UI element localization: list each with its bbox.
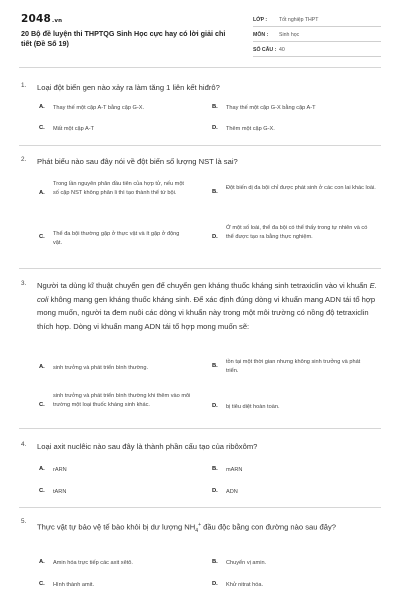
option-label: C. <box>39 402 45 408</box>
option-label: B. <box>212 559 218 565</box>
option-text: Hình thành amit. <box>53 582 95 588</box>
option-label: A. <box>39 466 45 472</box>
option-a[interactable] <box>39 104 202 113</box>
question-divider <box>19 145 381 146</box>
option-text: Thay thế một cặp A-T bằng cặp G-X. <box>53 105 144 111</box>
meta-label: MÔN : <box>253 32 269 38</box>
option-label: D. <box>212 125 218 131</box>
option-label: D. <box>212 403 218 409</box>
document-meta <box>253 14 381 59</box>
option-text: sinh trưởng và phát triển bình thường khi thêm vào môi trường một loại thuốc kháng sinh khác. <box>53 393 191 409</box>
option-d[interactable] <box>212 125 377 134</box>
option-text: bị tiêu diệt hoàn toàn. <box>226 404 280 410</box>
option-label: A. <box>39 364 45 370</box>
option-text: sinh trưởng và phát triển bình thường. <box>53 365 149 371</box>
meta-row-subject <box>253 29 381 42</box>
option-c[interactable] <box>39 125 202 134</box>
option-text: Khử nitrat hóa. <box>226 582 264 588</box>
question-number: 1. <box>21 82 27 89</box>
subscript: 4 <box>195 528 199 535</box>
option-d[interactable] <box>212 224 377 243</box>
option-c[interactable] <box>39 392 211 411</box>
header-divider <box>19 67 381 68</box>
option-text: tồn tại một thời gian nhưng không sinh trưởng và phát triển. <box>226 359 361 375</box>
option-b[interactable] <box>212 184 377 195</box>
option-label: B. <box>212 189 218 195</box>
option-text: Trong lần nguyên phân đầu tiên của hợp tử, nếu một số cặp NST không phân li thì tạo thành thể tứ bội. <box>53 181 184 197</box>
question-number: 4. <box>21 441 27 448</box>
option-text: Thêm một cặp G-X. <box>226 126 275 132</box>
option-a[interactable] <box>39 180 199 199</box>
site-logo[interactable] <box>21 13 62 25</box>
logo-text: 2048 <box>21 13 52 25</box>
option-label: A. <box>39 190 45 196</box>
option-label: D. <box>212 488 218 494</box>
option-d[interactable] <box>212 403 377 412</box>
question-text-part: đầu độc bằng con đường nào sau đây? <box>200 522 337 532</box>
option-label: C. <box>39 125 45 131</box>
superscript: + <box>198 522 201 528</box>
option-label: C. <box>39 581 45 587</box>
option-label: B. <box>212 466 218 472</box>
option-d[interactable] <box>212 581 377 590</box>
meta-row-class <box>253 14 381 27</box>
option-b[interactable] <box>212 358 377 377</box>
option-b[interactable] <box>212 466 377 475</box>
question-text <box>37 279 381 333</box>
option-text: Amin hóa trực tiếp các axit xêtô. <box>53 560 133 566</box>
logo-suffix: .vn <box>52 18 63 24</box>
document-header <box>0 0 400 62</box>
option-text: Đột biến dị đa bội chỉ được phát sinh ở các con lai khác loài. <box>226 185 376 191</box>
option-text: rARN <box>53 467 67 473</box>
option-label: C. <box>39 488 45 494</box>
question-divider <box>19 507 381 508</box>
option-a[interactable] <box>39 364 202 373</box>
meta-row-count <box>253 44 381 57</box>
option-text: mARN <box>226 467 243 473</box>
option-label: A. <box>39 559 45 565</box>
option-text: ADN <box>226 489 238 495</box>
question-text-part: không mang gen kháng thuốc kháng sinh. Để xác định đúng dòng vi khuẩn mang ADN tái tổ hợp mong muốn, người ta đem nuôi các dòng vi khuẩn này trong một môi trường có nồng độ tetraxiclin thích hợp. Dòng vi khuẩn mang ADN tái tổ hợp mong muốn sẽ: <box>37 294 376 331</box>
question-number: 2. <box>21 156 27 163</box>
option-c[interactable] <box>39 581 202 590</box>
meta-value: 40 <box>279 47 285 53</box>
question-text: Phát biểu nào sau đây nói về đột biến số lượng NST là sai? <box>37 157 238 166</box>
option-label: A. <box>39 104 45 110</box>
meta-value: Sinh học <box>279 32 300 38</box>
option-c[interactable] <box>39 230 199 249</box>
question-number: 5. <box>21 518 27 525</box>
meta-label: LỚP : <box>253 17 268 23</box>
option-label: D. <box>212 234 218 240</box>
species-name: E. coli <box>37 281 377 304</box>
option-text: Ở một số loài, thể đa bội có thể thấy trong tự nhiên và có thể được tạo ra bằng thực nghiệm. <box>226 225 368 241</box>
question-text-part: Thực vật tự bảo vệ tế bào khỏi bị dư lượng NH <box>37 522 196 532</box>
option-text: tARN <box>53 489 67 495</box>
option-text: Chuyển vị amin. <box>226 560 267 566</box>
option-text: Thay thế một cặp G-X bằng cặp A-T <box>226 105 316 111</box>
option-a[interactable] <box>39 559 202 568</box>
question-text <box>37 519 381 539</box>
question-number: 3. <box>21 280 27 287</box>
question-text: Loại đột biến gen nào xảy ra làm tăng 1 liên kết hiđrô? <box>37 83 220 92</box>
option-b[interactable] <box>212 104 377 113</box>
meta-value: Tốt nghiệp THPT <box>279 17 319 23</box>
question-divider <box>19 428 381 429</box>
option-label: B. <box>212 104 218 110</box>
question-divider <box>19 268 381 269</box>
question-text: Loại axit nuclêic nào sau đây là thành phần cấu tạo của ribôxôm? <box>37 442 258 451</box>
option-label: B. <box>212 363 218 369</box>
option-d[interactable] <box>212 488 377 497</box>
option-label: D. <box>212 581 218 587</box>
meta-label: SỐ CÂU : <box>253 47 277 53</box>
option-text: Mất một cặp A-T <box>53 126 95 132</box>
option-text: Thể đa bội thường gặp ở thực vật và ít gặp ở động vật. <box>53 231 180 247</box>
option-b[interactable] <box>212 559 377 568</box>
option-c[interactable] <box>39 488 202 497</box>
document-title: 20 Bộ đề luyện thi THPTQG Sinh Học cực hay có lời giải chi tiết (Đề Số 19) <box>21 29 226 48</box>
option-a[interactable] <box>39 466 202 475</box>
option-label: C. <box>39 234 45 240</box>
question-text-part: Người ta dùng kĩ thuật chuyển gen để chuyển gen kháng thuốc kháng sinh tetraxiclin vào vi khuẩn <box>37 281 370 290</box>
